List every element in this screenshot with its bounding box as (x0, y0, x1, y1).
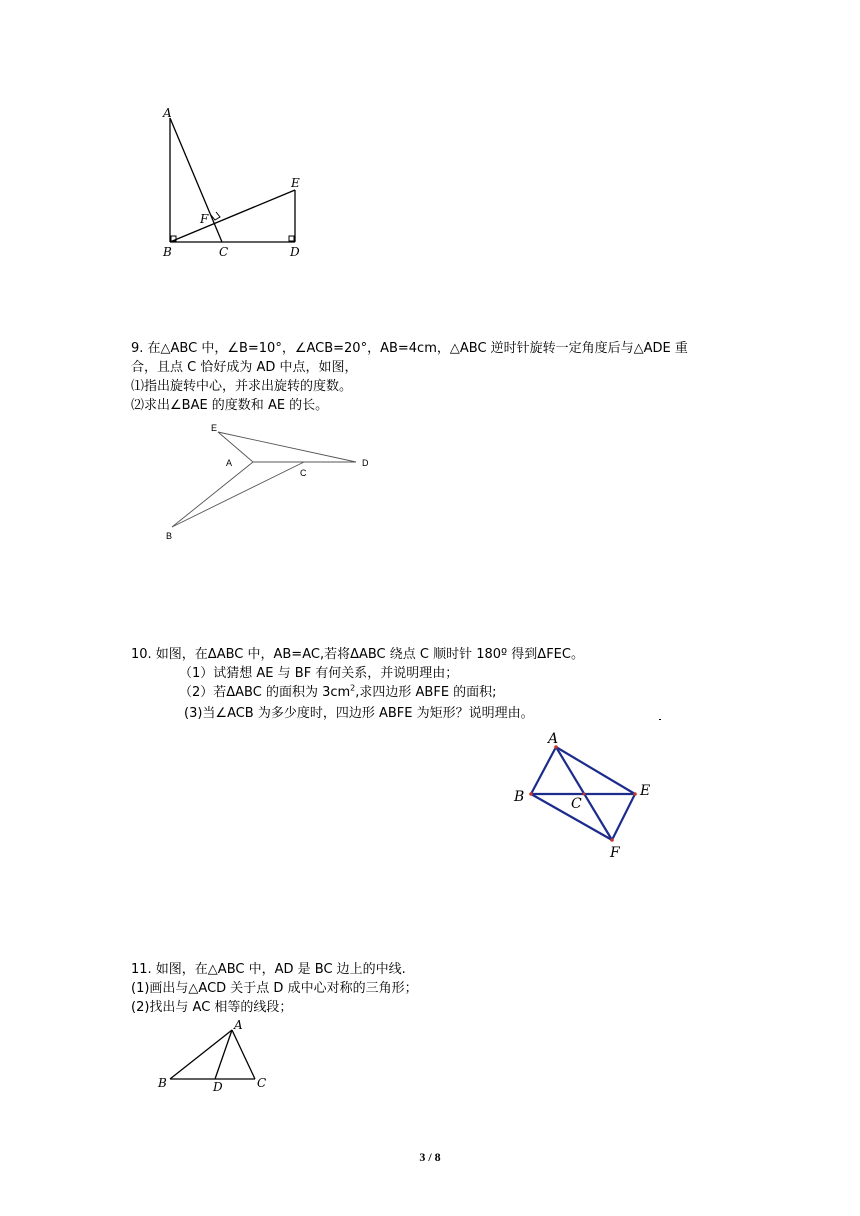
q10-line-3 (179, 683, 497, 702)
q9-line-1: 9. 在△ABC 中，∠B=10°，∠ACB=20°，AB=4cm，△ABC 逆时针旋转一定角度后与△ADE 重 (131, 341, 688, 356)
q11-line-2: (1)画出与△ACD 关于点 D 成中心对称的三角形； (131, 981, 418, 996)
fig8-label-f: F (200, 212, 209, 226)
figure-11 (150, 1015, 280, 1095)
q10-line-3-pre: （2）若ΔABC 的面积为 3cm (179, 685, 351, 700)
fig10-label-a: A (548, 731, 559, 747)
fig11-label-c: C (257, 1076, 267, 1090)
page-number: 3 / 8 (419, 1150, 441, 1164)
fig8-label-e: E (291, 176, 300, 190)
fig8-label-c: C (219, 245, 229, 259)
q11-line-1: 11. 如图，在△ABC 中，AD 是 BC 边上的中线. (131, 962, 406, 977)
fig11-label-d: D (213, 1080, 223, 1094)
fig9-label-d: D (362, 458, 369, 468)
fig8-label-b: B (163, 245, 172, 259)
fig9-label-a: A (226, 458, 233, 468)
fig8-label-d: D (290, 245, 300, 259)
fig11-label-a: A (234, 1018, 243, 1032)
fig11-label-b: B (158, 1076, 167, 1090)
q9-line-3: ⑴指出旋转中心，并求出旋转的度数。 (131, 379, 353, 394)
q10-line-2: （1）试猜想 AE 与 BF 有何关系，并说明理由； (179, 666, 459, 681)
q11-line-3: (2)找出与 AC 相等的线段； (131, 1000, 293, 1015)
fig10-label-f: F (610, 845, 620, 861)
fig9-label-e: E (211, 423, 218, 433)
figure-10 (505, 725, 665, 865)
q10-line-3-post: ,求四边形 ABFE 的面积; (355, 685, 497, 700)
q10-line-1: 10. 如图，在ΔABC 中，AB=AC,若将ΔABC 绕点 C 顺时针 180º 得到ΔFEC。 (131, 647, 584, 662)
fig10-label-c: C (571, 796, 582, 812)
stray-mark (659, 719, 661, 720)
fig9-label-b: B (166, 531, 173, 541)
fig9-label-c: C (300, 468, 307, 478)
figure-9 (160, 420, 380, 545)
fig8-label-a: A (163, 106, 172, 120)
fig10-label-b: B (514, 789, 525, 805)
fig10-label-e: E (640, 783, 651, 799)
figure-8 (150, 100, 320, 265)
q9-line-2: 合，且点 C 恰好成为 AD 中点，如图， (131, 360, 358, 375)
q10-line-3-sup: 2 (350, 683, 356, 693)
q10-line-4: (3)当∠ACB 为多少度时，四边形 ABFE 为矩形？说明理由。 (184, 706, 534, 721)
q9-line-4: ⑵求出∠BAE 的度数和 AE 的长。 (131, 398, 329, 413)
